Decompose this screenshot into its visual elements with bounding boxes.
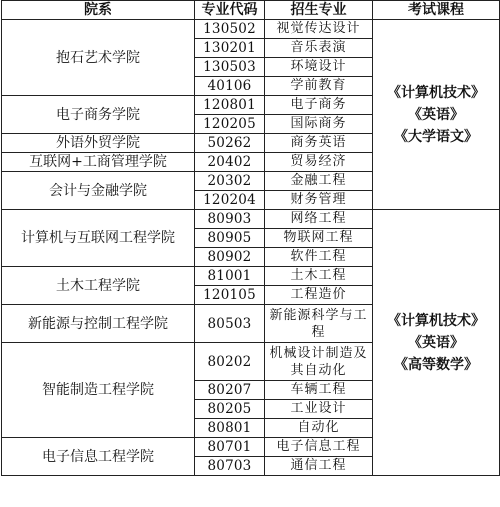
- major-name-cell: 物联网工程: [265, 229, 373, 248]
- major-code-cell: 80905: [195, 229, 265, 248]
- major-code-cell: 80703: [195, 457, 265, 476]
- major-code-cell: 120204: [195, 191, 265, 210]
- college-cell: 抱石艺术学院: [2, 20, 195, 96]
- college-cell: 外语外贸学院: [2, 134, 195, 153]
- major-name-cell: 通信工程: [265, 457, 373, 476]
- major-name-cell: 电子商务: [265, 96, 373, 115]
- header-exam-courses: 考试课程: [373, 1, 500, 20]
- major-name-cell: 电子信息工程: [265, 438, 373, 457]
- college-cell: 电子商务学院: [2, 96, 195, 134]
- admissions-table: [1, 0, 500, 476]
- major-code-cell: 81001: [195, 267, 265, 286]
- major-code-cell: 20302: [195, 172, 265, 191]
- exam-course: 《计算机技术》: [387, 84, 485, 101]
- major-name-cell: 贸易经济: [265, 153, 373, 172]
- major-code-cell: 130502: [195, 20, 265, 39]
- header-college: 院系: [2, 1, 195, 20]
- major-name-cell: 学前教育: [265, 77, 373, 96]
- major-name-cell: 金融工程: [265, 172, 373, 191]
- college-cell: 土木工程学院: [2, 267, 195, 305]
- major-code-cell: 80205: [195, 400, 265, 419]
- major-name-cell: 视觉传达设计: [265, 20, 373, 39]
- major-name-cell: 商务英语: [265, 134, 373, 153]
- major-code-cell: 80207: [195, 381, 265, 400]
- table-body: [2, 20, 500, 476]
- major-code-cell: 120801: [195, 96, 265, 115]
- college-cell: 互联网+工商管理学院: [2, 153, 195, 172]
- major-name-cell: 音乐表演: [265, 39, 373, 58]
- exam-course: 《英语》: [408, 106, 464, 123]
- major-code-cell: 130201: [195, 39, 265, 58]
- exam-course: 《大学语文》: [394, 128, 478, 145]
- major-code-cell: 80503: [195, 305, 265, 343]
- major-code-cell: 120205: [195, 115, 265, 134]
- table-row: [2, 210, 500, 229]
- major-name-cell: 自动化: [265, 419, 373, 438]
- major-code-cell: 80903: [195, 210, 265, 229]
- major-name-cell: 国际商务: [265, 115, 373, 134]
- exam-course: 《英语》: [408, 334, 464, 351]
- table-row: [2, 20, 500, 39]
- exam-course: 《计算机技术》: [387, 312, 485, 329]
- header-major-name: 招生专业: [265, 1, 373, 20]
- major-code-cell: 80902: [195, 248, 265, 267]
- major-name-cell: 工程造价: [265, 286, 373, 305]
- header-major-code: 专业代码: [195, 1, 265, 20]
- college-cell: 电子信息工程学院: [2, 438, 195, 476]
- major-code-cell: 130503: [195, 58, 265, 77]
- major-code-cell: 80701: [195, 438, 265, 457]
- major-name-cell: 财务管理: [265, 191, 373, 210]
- college-cell: 计算机与互联网工程学院: [2, 210, 195, 267]
- exam-courses-cell: [373, 210, 500, 476]
- college-cell: 智能制造工程学院: [2, 343, 195, 438]
- major-name-cell: 新能源科学与工程: [265, 305, 373, 343]
- major-name-cell: 工业设计: [265, 400, 373, 419]
- major-code-cell: 20402: [195, 153, 265, 172]
- major-name-cell: 网络工程: [265, 210, 373, 229]
- major-code-cell: 50262: [195, 134, 265, 153]
- major-code-cell: 80202: [195, 343, 265, 381]
- exam-course: 《高等数学》: [394, 356, 478, 373]
- major-code-cell: 120105: [195, 286, 265, 305]
- college-cell: 会计与金融学院: [2, 172, 195, 210]
- college-cell: 新能源与控制工程学院: [2, 305, 195, 343]
- major-name-cell: 软件工程: [265, 248, 373, 267]
- major-name-cell: 车辆工程: [265, 381, 373, 400]
- header-row: [2, 1, 500, 20]
- major-name-cell: 土木工程: [265, 267, 373, 286]
- major-name-cell: 机械设计制造及其自动化: [265, 343, 373, 381]
- exam-courses-cell: [373, 20, 500, 210]
- major-code-cell: 40106: [195, 77, 265, 96]
- major-name-cell: 环境设计: [265, 58, 373, 77]
- major-code-cell: 80801: [195, 419, 265, 438]
